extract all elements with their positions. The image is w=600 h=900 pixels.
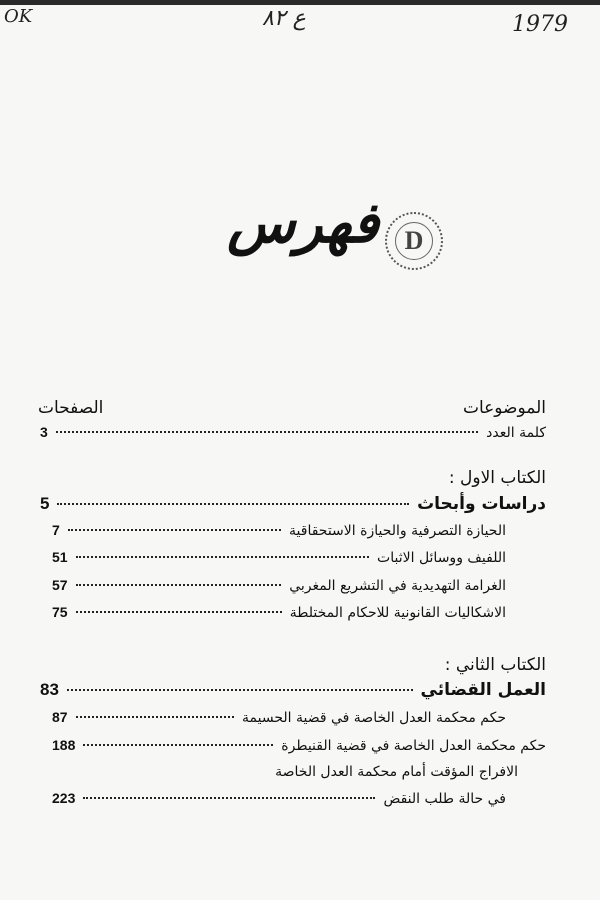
toc-entry-label: اللفيف ووسائل الاثبات	[377, 550, 506, 566]
page-title: فهرس	[227, 190, 379, 256]
toc-section-judicial[interactable]	[40, 680, 546, 700]
toc-entry[interactable]	[52, 790, 506, 807]
dot-leader	[67, 689, 413, 691]
toc-entry[interactable]	[52, 604, 506, 621]
toc-entry-page: 51	[52, 549, 68, 565]
toc-entry[interactable]	[52, 709, 506, 726]
topics-header: الموضوعات	[462, 398, 546, 418]
toc-entry-label: الاشكاليات القانونية للاحكام المختلطة	[289, 605, 506, 621]
dot-leader	[56, 431, 478, 433]
toc-entry-label: الحيازة التصرفية والحيازة الاستحقاقية	[289, 523, 506, 539]
dot-leader	[76, 611, 282, 613]
toc-entry-page: 188	[52, 737, 76, 753]
toc-entry-page: 75	[52, 604, 68, 620]
toc-section-studies[interactable]	[40, 494, 546, 514]
top-border	[0, 0, 600, 5]
toc-entry-label: كلمة العدد	[486, 425, 546, 441]
toc-entry-label: الغرامة التهديدية في التشريع المغربي	[289, 578, 506, 594]
book2-heading: الكتاب الثاني :	[444, 655, 546, 675]
toc-entry-label: حكم محكمة العدل الخاصة في قضية القنيطرة	[281, 738, 546, 754]
toc-entry-page: 3	[40, 424, 48, 440]
toc-section-label: دراسات وأبحاث	[417, 494, 546, 514]
dot-leader	[76, 716, 234, 718]
toc-entry-page: 87	[52, 709, 68, 725]
dot-leader	[76, 584, 282, 586]
toc-section-label: العمل القضائي	[420, 680, 546, 700]
toc-entry[interactable]	[52, 737, 546, 754]
handwritten-note-ok: OK	[4, 6, 33, 27]
dot-leader	[76, 556, 369, 558]
toc-entry[interactable]	[52, 577, 506, 594]
dot-leader	[57, 503, 409, 505]
book1-heading: الكتاب الاول :	[448, 468, 546, 488]
dot-leader	[68, 529, 281, 531]
toc-entry-intro[interactable]	[40, 424, 546, 441]
handwritten-year: 1979	[512, 12, 568, 37]
toc-column-headers	[38, 398, 546, 418]
toc-entry[interactable]	[52, 522, 506, 539]
dot-leader	[83, 744, 273, 746]
handwritten-issue-number: ع ٨٢	[262, 6, 306, 31]
toc-entry-label-line1: الافراج المؤقت أمام محكمة العدل الخاصة	[275, 764, 518, 780]
pages-header: الصفحات	[38, 398, 104, 418]
toc-entry-page: 7	[52, 522, 60, 538]
toc-entry-label: حكم محكمة العدل الخاصة في قضية الحسيمة	[242, 710, 506, 726]
stamp-letter: D	[395, 222, 433, 260]
toc-section-page: 83	[40, 680, 59, 699]
library-stamp	[385, 212, 443, 270]
toc-entry-page: 223	[52, 790, 76, 806]
toc-entry[interactable]	[52, 549, 506, 566]
dot-leader	[83, 797, 375, 799]
toc-entry-page: 57	[52, 577, 68, 593]
toc-section-page: 5	[40, 494, 50, 513]
toc-entry-label-line2: في حالة طلب النقض	[383, 791, 506, 807]
